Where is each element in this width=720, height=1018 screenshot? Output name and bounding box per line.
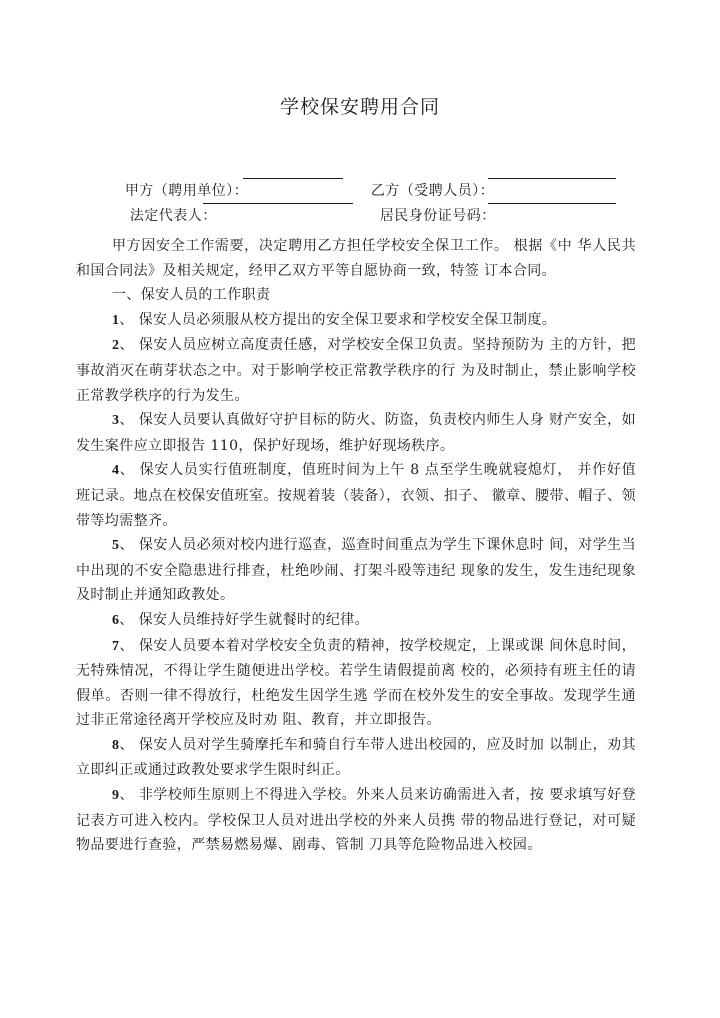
duty-item xyxy=(76,333,636,408)
item-text: 、 保安人员要认真做好守护目标的防火、防盗，负责校内师生人身 财产安全，如发生案件应立即报告 110，保护好现场，维护好现场秩序。 xyxy=(76,412,636,454)
id-label: 居民身份证号码： xyxy=(379,208,496,224)
item-number: 1 xyxy=(112,312,120,328)
party-a-blank xyxy=(243,164,343,179)
party-b-label: 乙方（受聘人员）： xyxy=(370,183,495,199)
item-number: 6 xyxy=(112,612,120,628)
item-text: 、 保安人员要本着对学校安全负责的精神，按学校规定，上课或课 间休息时间，无特殊情况，不得让学生随便进出学校。若学生请假提前离 校的，必须持有班主任的请假单。否则一律不得放行，杜绝发生因学生逃 学而在校外发生的安全事故。发现学生通过非正常途径离开学校应及时劝 阻、教育，并立即报告。 xyxy=(76,637,636,729)
item-number: 4 xyxy=(112,463,120,479)
party-a-label: 甲方（聘用单位）： xyxy=(124,183,249,199)
item-text: 、 保安人员实行值班制度，值班时间为上午 8 点至学生晚就寝熄灯， 并作好值班记录。地点在校保安值班室。按规着装（装备），衣领、扣子、 徽章、腰带、帽子、领带等均需整齐。 xyxy=(76,462,636,529)
duty-item xyxy=(76,783,636,858)
item-text: 、 保安人员必须服从校方提出的安全保卫要求和学校安全保卫制度。 xyxy=(119,311,557,328)
legal-rep-label: 法定代表人： xyxy=(129,208,217,224)
item-text: 、 保安人员必须对校内进行巡查，巡查时间重点为学生下课休息时 间，对学生当中出现的不安全隐患进行排查，杜绝吵闹、打架斗殴等违纪 现象的发生，发生违纪现象及时制止并通知政教处。 xyxy=(76,537,636,604)
duty-item xyxy=(76,608,636,634)
item-number: 8 xyxy=(112,737,120,753)
item-number: 5 xyxy=(112,538,120,554)
duty-item xyxy=(76,634,636,733)
item-number: 3 xyxy=(112,413,120,429)
duty-item xyxy=(76,458,636,533)
contract-body xyxy=(76,234,636,858)
preamble: 甲方因安全工作需要，决定聘用乙方担任学校安全保卫工作。 根据《中 华人民共和国合同法》及相关规定，经甲乙双方平等自愿协商一致，特签 订本合同。 xyxy=(76,238,636,279)
item-number: 2 xyxy=(112,338,120,354)
item-number: 7 xyxy=(112,638,120,654)
item-text: 、 非学校师生原则上不得进入学校。外来人员来访确需进入者，按 要求填写好登记表方可进入校内。学校保卫人员对进出学校的外来人员携 带的物品进行登记，对可疑物品要进行查验，严禁易燃易爆、剧毒、管制 刀具等危险物品进入校园。 xyxy=(76,787,636,854)
duty-item xyxy=(76,308,636,334)
item-text: 、 保安人员应树立高度责任感，对学校安全保卫负责。坚持预防为 主的方针，把事故消灭在萌芽状态之中。对于影响学校正常教学秩序的行 为及时制止，禁止影响学校正常教学秩序的行为发生。 xyxy=(76,337,636,404)
duty-item xyxy=(76,408,636,458)
duty-item xyxy=(76,533,636,608)
duty-item xyxy=(76,733,636,783)
party-b-blank xyxy=(488,164,616,179)
page-title: 学校保安聘用合同 xyxy=(279,96,440,118)
section-heading: 一、保安人员的工作职责 xyxy=(112,287,271,304)
item-text: 、 保安人员对学生骑摩托车和骑自行车带人进出校园的，应及时加 以制止，劝其立即纠正或通过政教处要求学生限时纠正。 xyxy=(76,736,636,779)
id-blank xyxy=(488,189,616,204)
item-text: 、 保安人员维持好学生就餐时的纪律。 xyxy=(119,611,370,628)
legal-rep-blank xyxy=(203,189,353,204)
item-number: 9 xyxy=(112,788,120,804)
